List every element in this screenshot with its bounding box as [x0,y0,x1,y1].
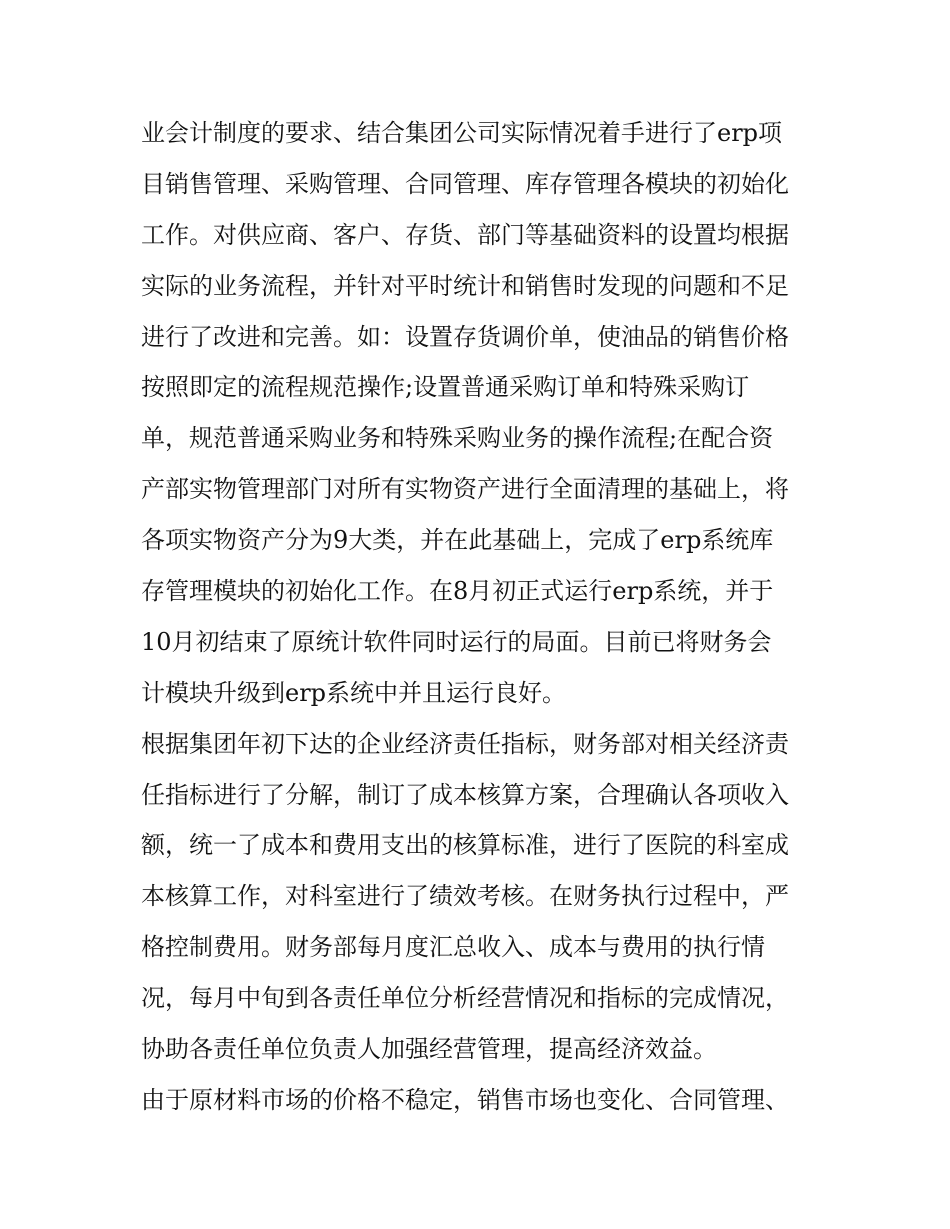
text-line: 况，每月中旬到各责任单位分析经营情况和指标的完成情况， [141,984,789,1013]
text-line: 由于原材料市场的价格不稳定，销售市场也变化、合同管理、 [141,1085,789,1114]
text-line: 计模块升级到erp系统中并且运行良好。 [141,678,567,707]
text-line: 存管理模块的初始化工作。在8月初正式运行erp系统，并于 [141,577,774,606]
text-line: 额，统一了成本和费用支出的核算标准，进行了医院的科室成 [141,831,789,860]
text-line: 单，规范普通采购业务和特殊采购业务的操作流程;在配合资 [141,424,774,453]
text-line: 实际的业务流程，并针对平时统计和销售时发现的问题和不足 [141,271,789,300]
text-line: 按照即定的流程规范操作;设置普通采购订单和特殊采购订 [141,373,750,402]
body-text [141,108,821,1126]
text-line: 各项实物资产分为9大类，并在此基础上，完成了erp系统库 [141,526,774,555]
text-line: 10月初结束了原统计软件同时运行的局面。目前已将财务会 [141,627,772,656]
text-line: 产部实物管理部门对所有实物资产进行全面清理的基础上，将 [141,475,789,504]
text-line: 根据集团年初下达的企业经济责任指标，财务部对相关经济责 [141,729,789,758]
text-line: 任指标进行了分解，制订了成本核算方案，合理确认各项收入 [141,780,789,809]
text-line: 本核算工作，对科室进行了绩效考核。在财务执行过程中，严 [141,882,789,911]
text-line: 格控制费用。财务部每月度汇总收入、成本与费用的执行情 [141,933,765,962]
text-line: 目销售管理、采购管理、合同管理、库存管理各模块的初始化 [141,169,789,198]
text-line: 协助各责任单位负责人加强经营管理，提高经济效益。 [141,1035,717,1064]
text-line: 进行了改进和完善。如：设置存货调价单，使油品的销售价格 [141,322,789,351]
text-line: 工作。对供应商、客户、存货、部门等基础资料的设置均根据 [141,220,789,249]
text-line: 业会计制度的要求、结合集团公司实际情况着手进行了erp项 [141,119,783,147]
